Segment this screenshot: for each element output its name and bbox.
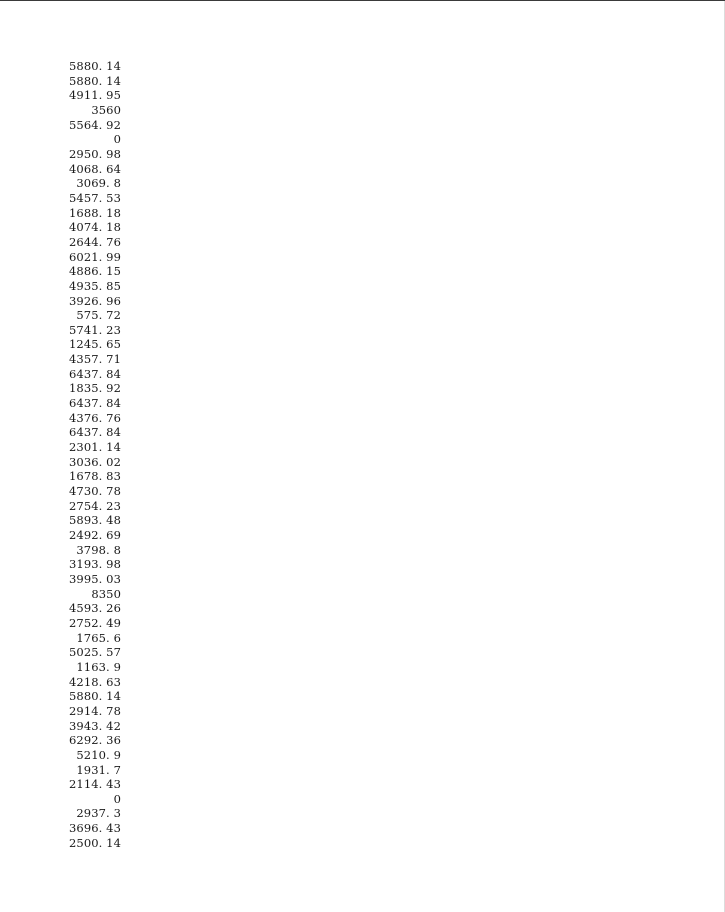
value-row: 0	[113, 791, 121, 806]
value-row: 5880. 14	[68, 689, 121, 704]
value-row: 2301. 14	[68, 440, 121, 455]
value-row: 4911. 95	[68, 88, 121, 103]
value-row: 3069. 8	[76, 176, 121, 191]
value-row: 1835. 92	[68, 381, 121, 396]
value-row: 1163. 9	[76, 659, 121, 674]
value-row: 3696. 43	[68, 821, 121, 836]
value-row: 3943. 42	[68, 718, 121, 733]
value-row: 4074. 18	[68, 220, 121, 235]
value-row: 4886. 15	[68, 264, 121, 279]
value-row: 3926. 96	[68, 293, 121, 308]
value-row: 6437. 84	[68, 425, 121, 440]
value-row: 1688. 18	[68, 205, 121, 220]
value-row: 6437. 84	[68, 396, 121, 411]
value-row: 5025. 57	[68, 645, 121, 660]
value-row: 6021. 99	[68, 249, 121, 264]
value-row: 2754. 23	[68, 498, 121, 513]
value-row: 4218. 63	[68, 674, 121, 689]
value-row: 3193. 98	[68, 557, 121, 572]
value-row: 5564. 92	[68, 117, 121, 132]
value-row: 8350	[91, 586, 121, 601]
value-row: 4376. 76	[68, 410, 121, 425]
value-row: 575. 72	[76, 308, 121, 323]
value-row: 6437. 84	[68, 366, 121, 381]
value-row: 2914. 78	[68, 703, 121, 718]
value-row: 4068. 64	[68, 161, 121, 176]
value-row: 5457. 53	[68, 190, 121, 205]
value-row: 3798. 8	[76, 542, 121, 557]
value-row: 2950. 98	[68, 146, 121, 161]
value-row: 1678. 83	[68, 469, 121, 484]
value-row: 5880. 14	[68, 73, 121, 88]
value-row: 4935. 85	[68, 278, 121, 293]
value-row: 2114. 43	[68, 777, 121, 792]
value-row: 1765. 6	[76, 630, 121, 645]
value-row: 4593. 26	[68, 601, 121, 616]
value-row: 2500. 14	[68, 835, 121, 850]
value-row: 4357. 71	[68, 352, 121, 367]
value-row: 4730. 78	[68, 484, 121, 499]
value-row: 5880. 14	[68, 59, 121, 73]
value-row: 2492. 69	[68, 528, 121, 542]
value-row: 2937. 3	[76, 806, 121, 821]
value-row: 1245. 65	[68, 337, 121, 352]
page-top-border	[0, 0, 725, 1]
value-row: 2752. 49	[68, 615, 121, 630]
value-row: 5210. 9	[76, 747, 121, 762]
value-row: 1931. 7	[76, 762, 121, 777]
value-row: 5893. 48	[68, 513, 121, 528]
value-row: 6292. 36	[68, 733, 121, 748]
value-row: 3995. 03	[68, 571, 121, 586]
value-row: 3036. 02	[68, 454, 121, 469]
value-row: 3560	[91, 102, 121, 117]
value-row: 5741. 23	[68, 322, 121, 337]
value-row: 2644. 76	[68, 234, 121, 249]
value-row: 0	[113, 132, 121, 147]
value-column	[60, 59, 121, 850]
